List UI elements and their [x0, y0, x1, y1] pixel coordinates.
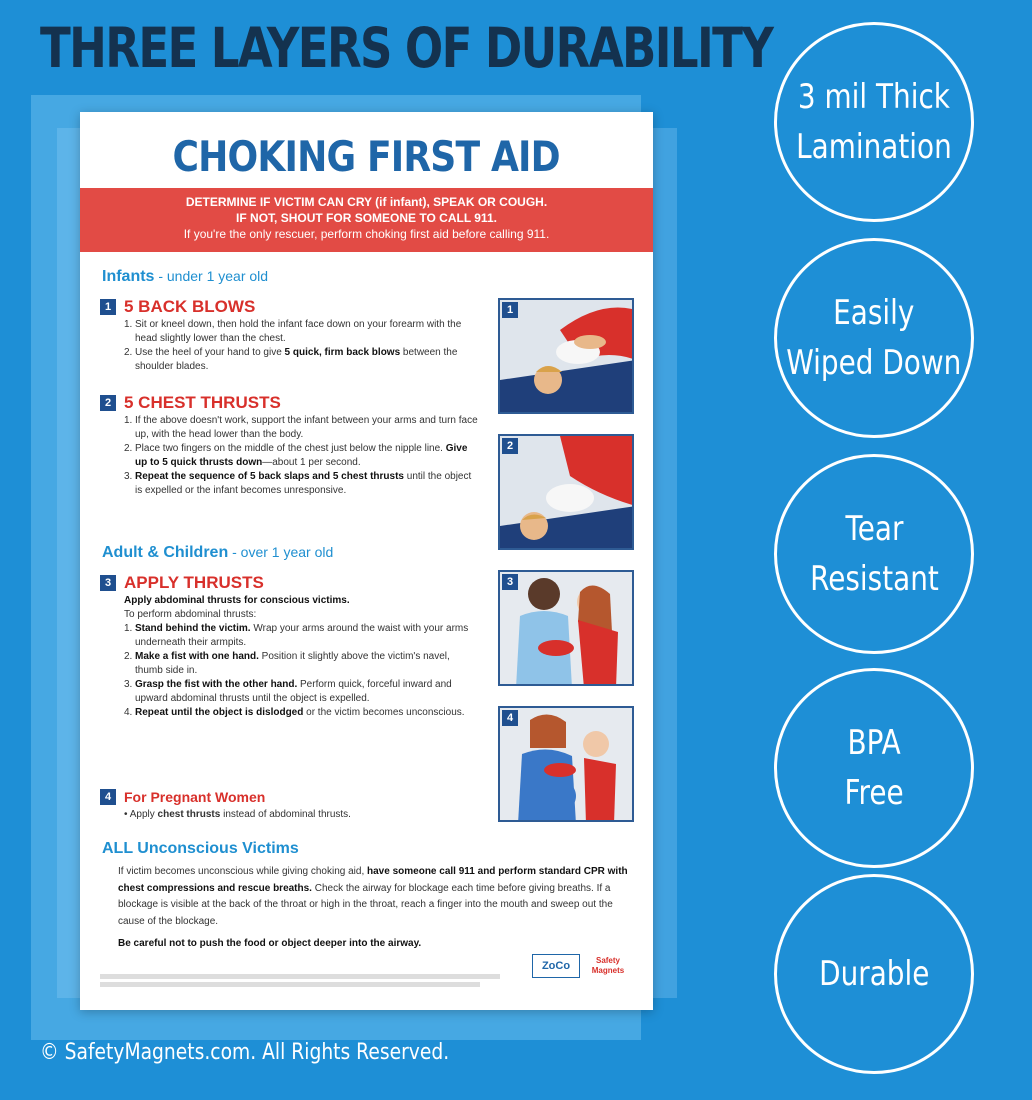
back-blows-image: [500, 300, 634, 414]
feature-label: Durable: [818, 954, 930, 994]
feature-wiped-down: [774, 238, 974, 438]
feature-label: Tear Resistant: [809, 509, 939, 599]
list-item: 3. Grasp the fist with the other hand. Perform quick, forceful inward and upward abdominal thrusts until the object is expelled.: [124, 679, 452, 704]
list-item: 1. If the above doesn't work, support the infant between your arms and turn face up, with the head lower than the body.: [124, 415, 478, 440]
list-item: • Apply chest thrusts instead of abdominal thrusts.: [124, 809, 351, 820]
step-title: For Pregnant Women: [124, 789, 266, 805]
poster-title: CHOKING FIRST AID: [172, 132, 561, 181]
step-number: 4: [100, 789, 116, 805]
step-number: 3: [100, 575, 116, 591]
abdominal-thrusts-image: [500, 572, 634, 686]
list-item: 1. Stand behind the victim. Wrap your arms around the waist with your arms underneath their armpits.: [124, 623, 469, 648]
feature-durable: [774, 874, 974, 1074]
copyright-text: © SafetyMagnets.com. All Rights Reserved.: [40, 1040, 450, 1065]
step-title: 5 BACK BLOWS: [124, 297, 256, 316]
feature-label: Easily Wiped Down: [786, 293, 962, 383]
fine-print: [100, 974, 520, 987]
list-item: 4. Repeat until the object is dislodged or the victim becomes unconscious.: [124, 707, 465, 718]
list-item: 2. Use the heel of your hand to give 5 quick, firm back blows between the shoulder blades.: [124, 347, 458, 372]
step-pregnant-women: [100, 786, 480, 822]
unconscious-warning: Be careful not to push the food or object deeper into the airway.: [118, 938, 422, 949]
safety-magnets-logo: Safety Magnets: [591, 956, 625, 975]
illustration-number: 2: [502, 438, 518, 454]
step-chest-thrusts: [100, 392, 480, 498]
pregnant-thrusts-image: [500, 708, 634, 822]
illustration-abdominal-thrusts: [498, 570, 634, 686]
feature-tear-resistant: [774, 454, 974, 654]
warning-banner: [80, 188, 653, 252]
section-unconscious: ALL Unconscious Victims: [102, 840, 299, 857]
illustration-back-blows: [498, 298, 634, 414]
step-back-blows: [100, 296, 480, 374]
banner-line-1: DETERMINE IF VICTIM CAN CRY (if infant), SPEAK OR COUGH.: [185, 195, 548, 209]
step-title: APPLY THRUSTS: [124, 573, 264, 592]
feature-bpa-free: [774, 668, 974, 868]
step-lead: Apply abdominal thrusts for conscious victims.: [124, 595, 350, 606]
zoco-logo: ZoCo: [532, 954, 580, 978]
chest-thrusts-image: [500, 436, 634, 550]
choking-poster: [80, 112, 653, 1010]
banner-line-3: If you're the only rescuer, perform choking first aid before calling 911.: [183, 227, 550, 241]
list-item: 2. Make a fist with one hand. Position it slightly above the victim's navel, thumb side in.: [124, 651, 450, 676]
list-item: 1. Sit or kneel down, then hold the infant face down on your forearm with the head slightly lower than the chest.: [124, 319, 462, 344]
section-adults: Adult & Children - over 1 year old: [102, 544, 334, 561]
section-infants: Infants - under 1 year old: [102, 268, 269, 285]
page-headline: THREE LAYERS OF DURABILITY: [40, 16, 773, 80]
illustration-chest-thrusts: [498, 434, 634, 550]
illustration-number: 4: [502, 710, 518, 726]
illustration-pregnant-thrusts: [498, 706, 634, 822]
step-apply-thrusts: [100, 572, 480, 720]
illustration-number: 1: [502, 302, 518, 318]
list-item: 2. Place two fingers on the middle of the chest just below the nipple line. Give up to 5 quick thrusts down—about 1 per second.: [124, 443, 468, 468]
list-item: 3. Repeat the sequence of 5 back slaps and 5 chest thrusts until the object is expelled or the infant becomes unresponsive.: [124, 471, 472, 496]
illustration-number: 3: [502, 574, 518, 590]
banner-line-2: IF NOT, SHOUT FOR SOMEONE TO CALL 911.: [236, 211, 497, 225]
step-title: 5 CHEST THRUSTS: [124, 393, 281, 412]
feature-label: BPA Free: [844, 723, 904, 813]
feature-lamination: [774, 22, 974, 222]
feature-label: 3 mil Thick Lamination: [796, 77, 952, 167]
step-lead-2: To perform abdominal thrusts:: [124, 609, 257, 620]
step-number: 1: [100, 299, 116, 315]
unconscious-instructions: If victim becomes unconscious while giving choking aid, have someone call 911 and perform standard CPR with chest compressions and rescue breaths. Check the airway for blockage each time before giving breaths. If a blockage is visible at the back of the throat or high in the throat, reach a finger into the mouth and sweep out the cause of the blockage.: [118, 866, 628, 927]
step-number: 2: [100, 395, 116, 411]
